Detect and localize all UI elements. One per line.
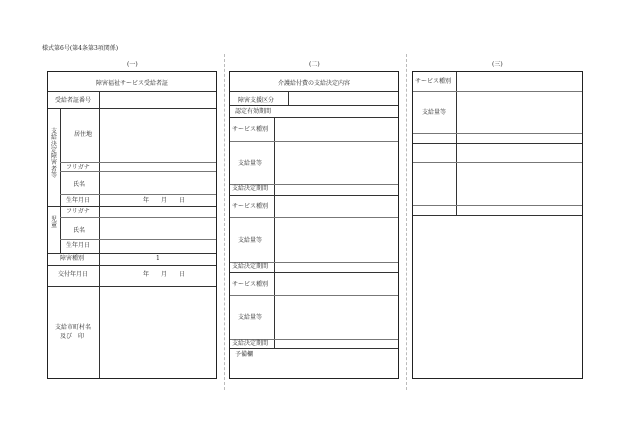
divider	[48, 253, 216, 254]
service-type-1-label: サービス種別	[232, 126, 269, 133]
divider	[230, 272, 398, 273]
divider	[99, 286, 100, 378]
child-birthdate-label: 生年月日	[66, 242, 91, 249]
panel2-label: (二)	[309, 61, 320, 68]
divider	[413, 133, 582, 134]
birthdate-label: 生年月日	[66, 197, 91, 204]
divider	[48, 265, 216, 266]
divider	[230, 217, 398, 218]
reserve-label: 予備欄	[235, 351, 254, 358]
divider	[288, 91, 289, 105]
supply-amount-2-label: 支給量等	[238, 237, 263, 244]
divider	[413, 143, 582, 144]
divider	[48, 286, 216, 287]
divider	[274, 195, 275, 272]
panel2-title: 介護給付費の支給決定内容	[277, 80, 350, 87]
panel1-title: 障害福祉サービス受給者証	[95, 80, 168, 87]
divider	[230, 195, 398, 196]
child-name-label: 氏名	[73, 227, 86, 234]
divider	[60, 162, 216, 163]
divider	[230, 91, 398, 92]
issue-date-label: 交付年月日	[58, 271, 89, 278]
recipient-certificate-panel	[47, 71, 217, 379]
panel3-label: (三)	[492, 61, 503, 68]
decided-persons-vertical-label: 支給決定障害者等	[50, 128, 57, 180]
divider	[60, 171, 216, 172]
divider	[413, 162, 582, 163]
municipality-line1: 支給市町村名	[55, 324, 92, 331]
child-vertical-label: 児童	[50, 216, 57, 230]
divider	[60, 217, 216, 218]
address-label: 居住地	[74, 131, 93, 138]
issue-date-value: 年 月 日	[143, 271, 186, 278]
divider	[99, 108, 100, 266]
supply-amount-1-label: 支給量等	[238, 160, 263, 167]
divider	[230, 348, 398, 349]
divider	[274, 272, 275, 348]
recipient-number-label: 受給者証番号	[55, 97, 92, 104]
benefit-decision-panel	[229, 71, 399, 379]
form-number: 様式第6号(第4条第3項関係)	[42, 45, 119, 52]
divider	[60, 239, 216, 240]
support-class-label: 障害支援区分	[238, 97, 275, 104]
disability-type-value: 1	[156, 255, 160, 262]
divider	[60, 194, 216, 195]
child-furigana-label: フリガナ	[66, 208, 90, 215]
disability-type-label: 障害種別	[60, 255, 85, 262]
panel3-supply-amount-label: 支給量等	[422, 109, 447, 116]
divider	[230, 295, 398, 296]
service-list-panel	[412, 71, 583, 379]
supply-amount-3-label: 支給量等	[238, 314, 263, 321]
divider	[230, 105, 398, 106]
furigana-label: フリガナ	[66, 164, 90, 171]
divider	[230, 117, 398, 118]
divider	[413, 91, 582, 92]
divider	[60, 206, 61, 254]
panel-divider-1	[224, 54, 225, 390]
decision-period-1-label: 支給決定期間	[232, 185, 269, 192]
divider	[48, 91, 216, 92]
divider	[60, 108, 61, 206]
panel3-service-type-label: サービス種別	[415, 78, 452, 85]
divider	[99, 91, 100, 108]
divider	[413, 205, 582, 206]
birthdate-value: 年 月 日	[143, 197, 186, 204]
service-type-2-label: サービス種別	[232, 203, 269, 210]
divider	[48, 206, 216, 207]
divider	[413, 215, 582, 216]
divider	[230, 141, 398, 142]
service-type-3-label: サービス種別	[232, 281, 269, 288]
divider	[99, 265, 100, 286]
validity-label: 認定有効期間	[235, 108, 272, 115]
decision-period-3-label: 支給決定期間	[232, 340, 269, 347]
municipality-line2: 及び 印	[60, 333, 85, 340]
name-label: 氏名	[73, 181, 86, 188]
panel1-label: (一)	[127, 61, 138, 68]
panel-divider-2	[406, 54, 407, 390]
divider	[48, 108, 216, 109]
decision-period-2-label: 支給決定期間	[232, 263, 269, 270]
